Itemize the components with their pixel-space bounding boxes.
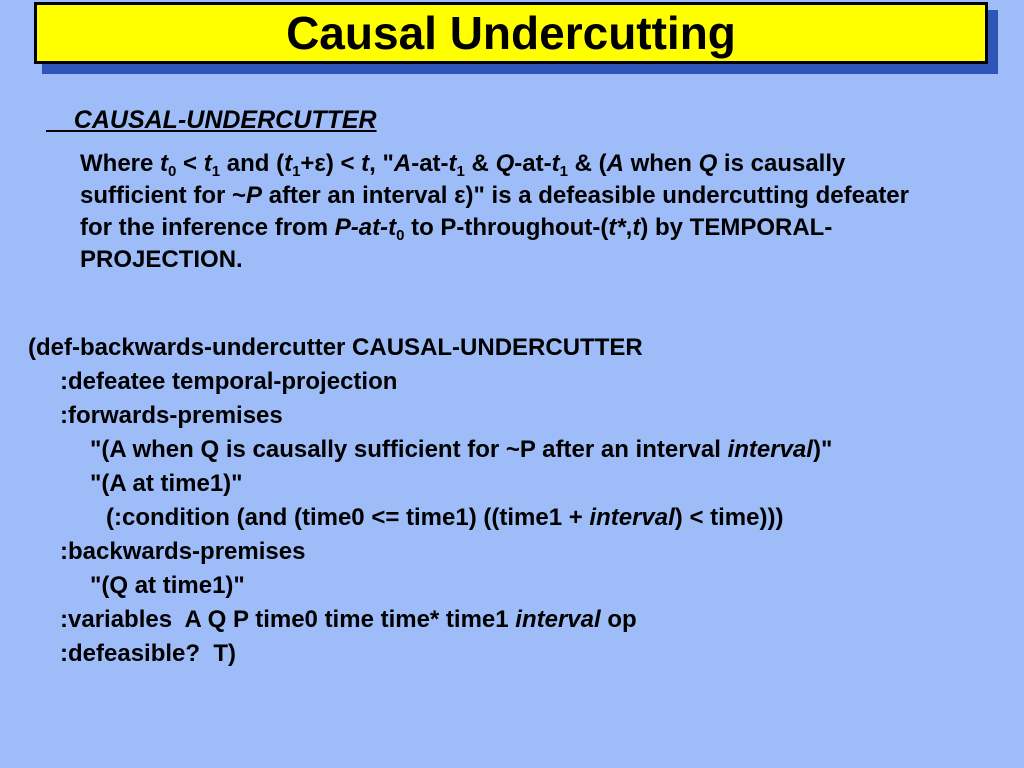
code-line [60, 606, 637, 634]
code-line: :backwards-premises [60, 538, 306, 565]
para-text: < [176, 150, 204, 177]
para-text: , " [369, 150, 394, 177]
section-heading: CAUSAL-UNDERCUTTER [46, 106, 377, 134]
para-text: & [464, 150, 496, 177]
code-text: ) < time))) [674, 504, 784, 531]
definition-paragraph [80, 148, 910, 276]
para-text: , [625, 214, 633, 241]
code-line: :defeasible? T) [60, 640, 237, 667]
code-line: "(Q at time1)" [90, 572, 245, 599]
para-text: & ( [567, 150, 607, 177]
code-line: "(A at time1)" [90, 470, 243, 497]
para-var: t [160, 150, 169, 177]
para-subscript: 1 [456, 163, 465, 180]
para-var: t [388, 214, 397, 241]
para-subscript: 1 [292, 163, 301, 180]
para-text: to P-throughout-( [404, 214, 609, 241]
para-var: t* [608, 214, 626, 241]
code-line [90, 436, 832, 464]
code-text: )" [812, 436, 833, 463]
para-text: when [623, 150, 699, 177]
code-text: op [600, 606, 637, 633]
para-var: t [632, 214, 641, 241]
code-line: :defeatee temporal-projection [60, 368, 398, 395]
code-var: interval [515, 606, 601, 633]
para-var: Q [495, 150, 515, 177]
code-line [106, 504, 783, 532]
code-var: interval [727, 436, 813, 463]
para-var: t [361, 150, 370, 177]
para-text: and ( [220, 150, 285, 177]
para-var: Q [698, 150, 718, 177]
para-text: +ε) < [300, 150, 362, 177]
para-subscript: 1 [559, 163, 568, 180]
para-var: t [448, 150, 457, 177]
para-var: P [246, 182, 263, 209]
para-text: ) by TEMPORAL-PROJECTION. [80, 214, 833, 273]
code-line: (def-backwards-undercutter CAUSAL-UNDERCUTTER [28, 334, 643, 361]
code-var: interval [589, 504, 675, 531]
code-line: :forwards-premises [60, 402, 283, 429]
title-banner [34, 2, 988, 64]
code-text: (:condition (and (time0 <= time1) ((time1 + [106, 504, 590, 531]
para-text: is causally sufficient for ~ [80, 150, 846, 209]
code-text: "(A when Q is causally sufficient for ~P after an interval [90, 436, 728, 463]
para-var: A [393, 150, 412, 177]
para-var: t [203, 150, 212, 177]
para-subscript: 0 [168, 163, 177, 180]
para-subscript: 0 [396, 227, 405, 244]
para-text: -at- [411, 150, 449, 177]
para-text: Where [80, 150, 161, 177]
para-var: t [551, 150, 560, 177]
code-text: :variables A Q P time0 time time* time1 [60, 606, 516, 633]
para-var: t [284, 150, 293, 177]
para-text: -at- [514, 150, 552, 177]
para-subscript: 1 [211, 163, 221, 180]
para-text: after an interval ε)" is a defeasible undercutting defeater for the inference from [80, 182, 909, 241]
para-var: A [606, 150, 624, 177]
page-title: Causal Undercutting [286, 7, 736, 59]
para-var: P-at- [334, 214, 389, 241]
